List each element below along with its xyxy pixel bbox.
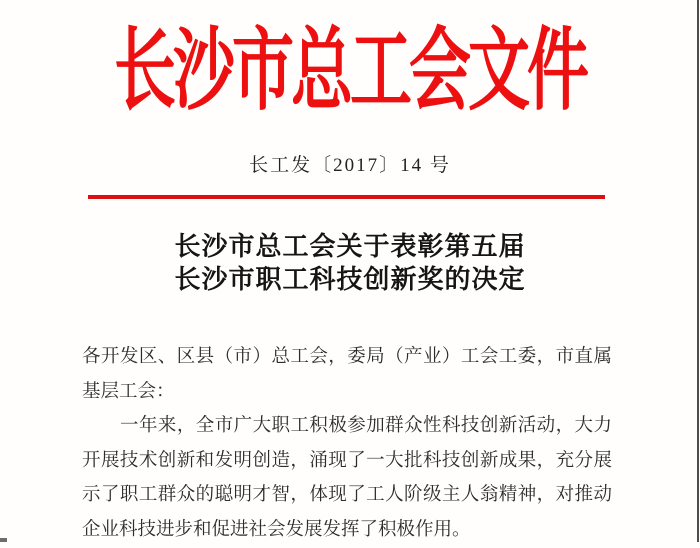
page-edge-line (697, 0, 699, 542)
body-line-paragraph: 开展技术创新和发明创造，涌现了一大批科技创新成果，充分展 (82, 450, 612, 471)
document-title (0, 230, 700, 296)
red-header-banner (0, 14, 700, 121)
organization-title: 长沙市总工会文件 (113, 22, 586, 121)
body-line-paragraph: 一年来，全市广大职工积极参加群众性科技创新活动，大力 (120, 416, 612, 437)
document-number: 长工发〔2017〕14 号 (249, 155, 451, 176)
body-line-salutation: 各开发区、区县（市）总工会，委局（产业）工会工委，市直属 (82, 347, 612, 367)
scan-artifact-corner (0, 538, 7, 542)
red-divider-line (88, 195, 605, 199)
document-title-line-1: 长沙市总工会关于表彰第五届 (174, 232, 526, 261)
document-title-line-2: 长沙市职工科技创新奖的决定 (174, 265, 526, 294)
body-line-paragraph: 示了职工群众的聪明才智，体现了工人阶级主人翁精神，对推动 (82, 485, 612, 506)
body-line-salutation-end: 基层工会： (82, 381, 175, 402)
body-line-paragraph-end: 企业科技进步和促进社会发展发挥了积极作用。 (82, 519, 471, 540)
document-body (82, 340, 612, 548)
